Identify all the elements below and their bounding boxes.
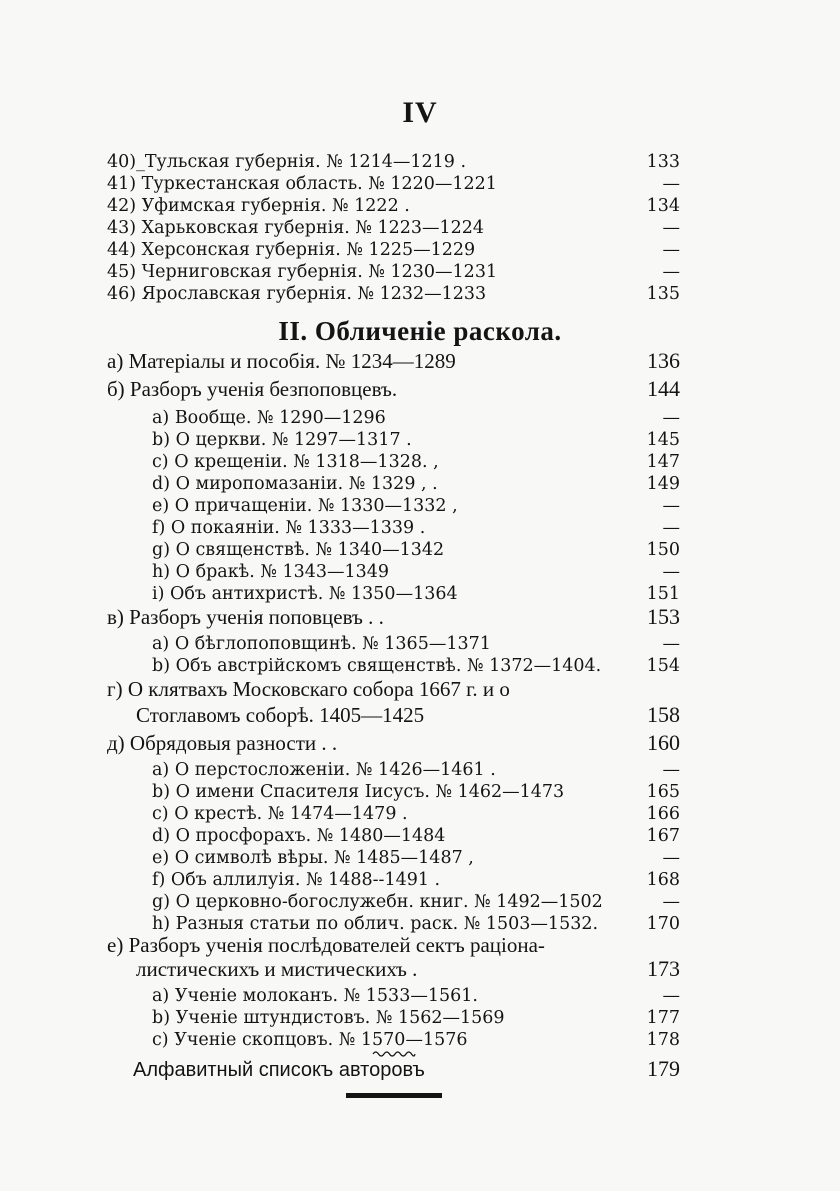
toc-page: 144 (647, 376, 680, 401)
toc-page: 167 (646, 826, 680, 846)
toc-row (0, 350, 840, 374)
toc-row (0, 756, 840, 780)
toc-page: — (662, 496, 680, 516)
toc-label: g) О священствѣ. № 1340—1342 (152, 540, 445, 560)
toc-label: h) Разныя статьи по облич. раск. № 1503—1532. (152, 914, 599, 934)
toc-page: 149 (646, 474, 680, 494)
toc-row (0, 958, 840, 982)
toc-row (0, 404, 840, 428)
toc-label: д) Обрядовыя разности . . (107, 731, 338, 755)
toc-page: — (662, 408, 680, 428)
toc-label: c) О крещеніи. № 1318—1328. , (152, 452, 439, 472)
toc-label: Алфавитный списокъ авторовъ (133, 1059, 425, 1081)
toc-page: 154 (646, 656, 680, 676)
toc-row (0, 514, 840, 538)
toc-row (0, 448, 840, 472)
toc-label: f) Объ аллилуія. № 1488--1491 . (152, 870, 441, 890)
toc-label: б) Разборъ ученія безпоповцевъ. (107, 377, 398, 401)
toc-label: 44) Херсонская губернія. № 1225—1229 (107, 240, 476, 260)
toc-page: 150 (646, 540, 680, 560)
toc-row (0, 470, 840, 494)
toc-row (0, 652, 840, 676)
toc-row (0, 1004, 840, 1028)
toc-row (0, 426, 840, 450)
toc-row (0, 258, 840, 282)
toc-page: — (662, 986, 680, 1006)
toc-row (0, 678, 840, 702)
toc-label: a) Вообще. № 1290—1296 (152, 408, 386, 428)
toc-page: — (662, 848, 680, 868)
toc-row (0, 732, 840, 756)
toc-page: — (662, 518, 680, 538)
toc-page: 170 (646, 914, 680, 934)
toc-label: d) О просфорахъ. № 1480—1484 (152, 826, 446, 846)
toc-label: 41) Туркестанская область. № 1220—1221 (107, 174, 497, 194)
toc-label: 45) Черниговская губернія. № 1230—1231 (107, 262, 498, 282)
toc-page: 151 (646, 584, 680, 604)
toc-label: Стоглавомъ соборѣ. 1405—1425 (136, 703, 425, 727)
toc-row (0, 704, 840, 728)
toc-label: e) О символѣ вѣры. № 1485—1487 , (152, 848, 474, 868)
toc-page: 158 (647, 702, 680, 727)
toc-page: 133 (646, 152, 680, 172)
toc-page: — (662, 218, 680, 238)
toc-row (0, 236, 840, 260)
toc-row (0, 888, 840, 912)
toc-label: 46) Ярославская губернія. № 1232—1233 (107, 284, 487, 304)
toc-label: g) О церковно-богослужебн. книг. № 1492—1502 (152, 892, 603, 912)
toc-label: г) О клятвахъ Московскаго собора 1667 г. и о (107, 677, 510, 701)
section-title: II. Обличеніе раскола. (278, 316, 562, 346)
toc-label: d) О миропомазаніи. № 1329 , . (152, 474, 438, 494)
toc-label: 43) Харьковская губернія. № 1223—1224 (107, 218, 485, 238)
toc-page: — (662, 760, 680, 780)
closing-rule (346, 1093, 442, 1098)
wavy-ornament (372, 1050, 416, 1058)
toc-row (0, 982, 840, 1006)
toc-label: f) О покаяніи. № 1333—1339 . (152, 518, 426, 538)
toc-row (0, 934, 840, 958)
toc-row (0, 800, 840, 824)
toc-row (0, 148, 840, 172)
toc-row (0, 170, 840, 194)
toc-page: 166 (646, 804, 680, 824)
toc-label: i) Объ антихристѣ. № 1350—1364 (152, 584, 458, 604)
toc-page: 147 (646, 452, 680, 472)
toc-label: c) О крестѣ. № 1474—1479 . (152, 804, 408, 824)
toc-page: 173 (647, 956, 680, 981)
toc-page: — (662, 892, 680, 912)
toc-row (0, 1026, 840, 1050)
toc-page: 177 (646, 1008, 680, 1028)
toc-row-footer (0, 1058, 840, 1082)
toc-label: в) Разборъ ученія поповцевъ . . (107, 605, 384, 629)
toc-page: 153 (647, 604, 680, 629)
page-number: IV (402, 96, 438, 129)
toc-label: листическихъ и мистическихъ . (136, 957, 418, 981)
toc-row (0, 910, 840, 934)
toc-page: 178 (646, 1030, 680, 1050)
toc-row (0, 280, 840, 304)
toc-page: — (662, 262, 680, 282)
toc-label: c) Ученіе скопцовъ. № 1570—1576 (152, 1030, 468, 1050)
toc-page: — (662, 634, 680, 654)
toc-row (0, 778, 840, 802)
toc-row (0, 492, 840, 516)
toc-label: e) О причащеніи. № 1330—1332 , (152, 496, 458, 516)
toc-row (0, 536, 840, 560)
toc-row (0, 192, 840, 216)
toc-row (0, 580, 840, 604)
toc-label: 42) Уфимская губернія. № 1222 . (107, 196, 410, 216)
toc-label: 40)_Тульская губернія. № 1214—1219 . (107, 152, 467, 172)
toc-row (0, 822, 840, 846)
toc-label: a) О перстосложеніи. № 1426—1461 . (152, 760, 496, 780)
toc-label: b) Ученіе штундистовъ. № 1562—1569 (152, 1008, 505, 1028)
toc-row (0, 866, 840, 890)
toc-label: b) О церкви. № 1297—1317 . (152, 430, 412, 450)
toc-page: — (662, 174, 680, 194)
toc-page: 145 (646, 430, 680, 450)
toc-page: 179 (647, 1056, 680, 1081)
toc-page: 168 (646, 870, 680, 890)
toc-row (0, 630, 840, 654)
toc-page: 135 (646, 284, 680, 304)
toc-page: 165 (646, 782, 680, 802)
toc-label: е) Разборъ ученія послѣдователей сектъ раціона- (107, 933, 545, 957)
toc-page: 134 (646, 196, 680, 216)
toc-label: b) Объ австрійскомъ священствѣ. № 1372—1404. (152, 656, 602, 676)
toc-label: a) Ученіе молоканъ. № 1533—1561. (152, 986, 478, 1006)
toc-row (0, 558, 840, 582)
toc-page: — (662, 562, 680, 582)
toc-row (0, 844, 840, 868)
toc-row (0, 214, 840, 238)
toc-label: а) Матеріалы и пособія. № 1234—1289 (107, 349, 456, 373)
toc-row (0, 606, 840, 630)
toc-row (0, 378, 840, 402)
toc-page: — (662, 240, 680, 260)
toc-label: h) О бракѣ. № 1343—1349 (152, 562, 390, 582)
toc-page: 160 (647, 730, 680, 755)
toc-label: a) О бѣглопоповщинѣ. № 1365—1371 (152, 634, 491, 654)
toc-page: 136 (647, 348, 680, 373)
toc-label: b) О имени Спасителя Іисусъ. № 1462—1473 (152, 782, 565, 802)
